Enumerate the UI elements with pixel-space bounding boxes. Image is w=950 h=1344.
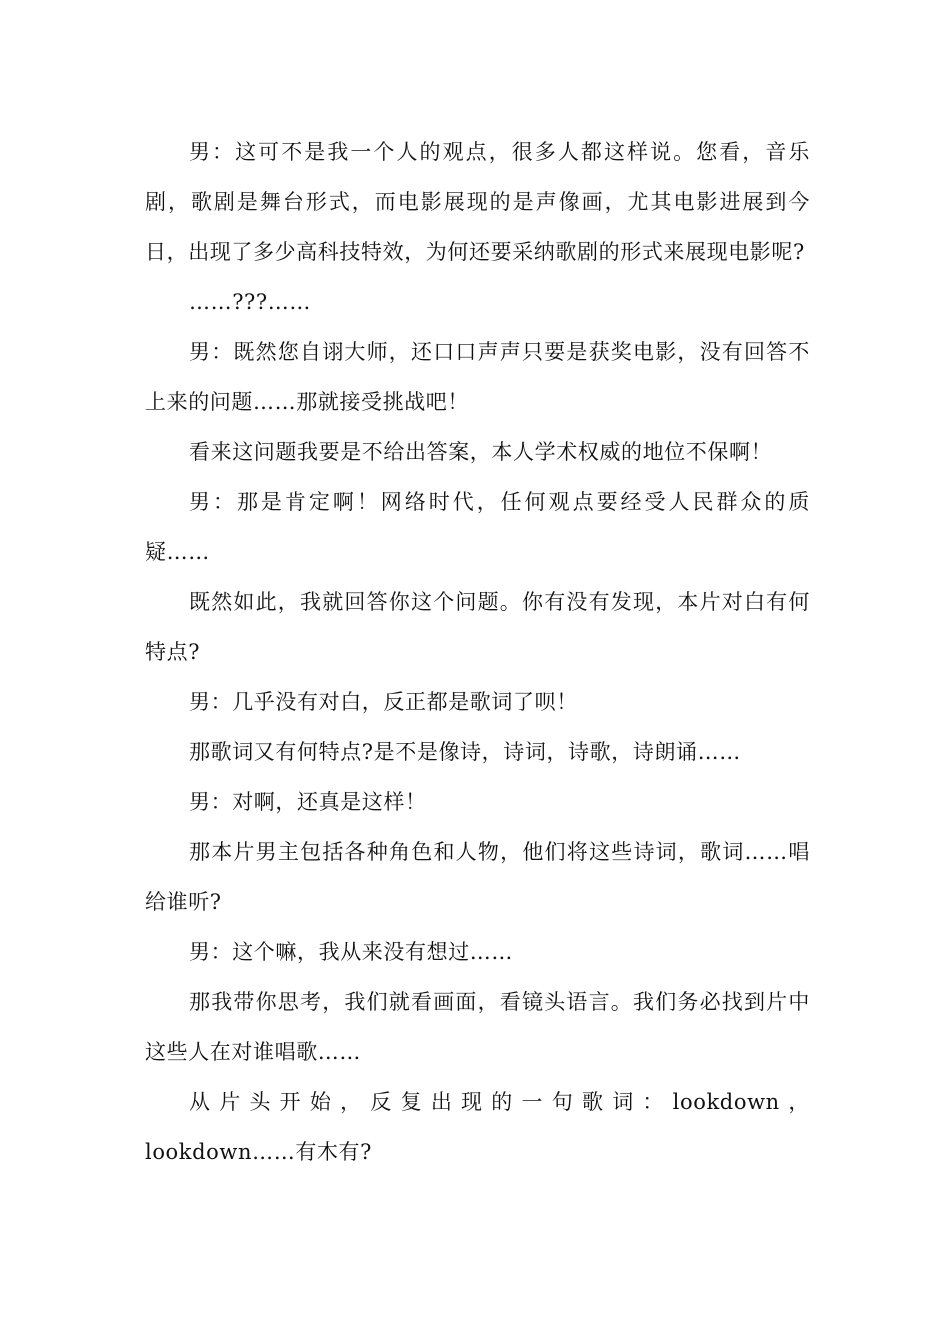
paragraph-9: 男：对啊，还真是这样！ [189,790,427,814]
paragraph-8: 那歌词又有何特点?是不是像诗，诗词，诗歌，诗朗诵…… [189,740,741,764]
paragraph-5: 男：那是肯定啊！网络时代，任何观点要经受人民群众的质疑…… [145,490,810,564]
paragraph-1: 男：这可不是我一个人的观点，很多人都这样说。您看，音乐剧，歌剧是舞台形式，而电影展现的是声像画，尤其电影进展到今日，出现了多少高科技特效，为何还要采纳歌剧的形式来展现电影呢? [145,140,810,264]
paragraph-6: 既然如此，我就回答你这个问题。你有没有发现，本片对白有何特点? [145,590,810,664]
paragraph-12: 那我带你思考，我们就看画面，看镜头语言。我们务必找到片中这些人在对谁唱歌…… [145,990,810,1064]
paragraph-10: 那本片男主包括各种角色和人物，他们将这些诗词，歌词……唱给谁听? [145,840,810,914]
paragraph-3: 男：既然您自诩大师，还口口声声只要是获奖电影，没有回答不上来的问题……那就接受挑战吧！ [145,340,810,414]
paragraph-2: ……???…… [189,290,311,314]
paragraph-7: 男：几乎没有对白，反正都是歌词了呗！ [189,690,578,714]
paragraph-11: 男：这个嘛，我从来没有想过…… [189,940,513,964]
document-body [145,127,810,1177]
paragraph-4: 看来这问题我要是不给出答案，本人学术权威的地位不保啊！ [189,440,773,464]
paragraph-13: 从片头开始，反复出现的一句歌词：lookdown，lookdown……有木有? [145,1090,810,1164]
